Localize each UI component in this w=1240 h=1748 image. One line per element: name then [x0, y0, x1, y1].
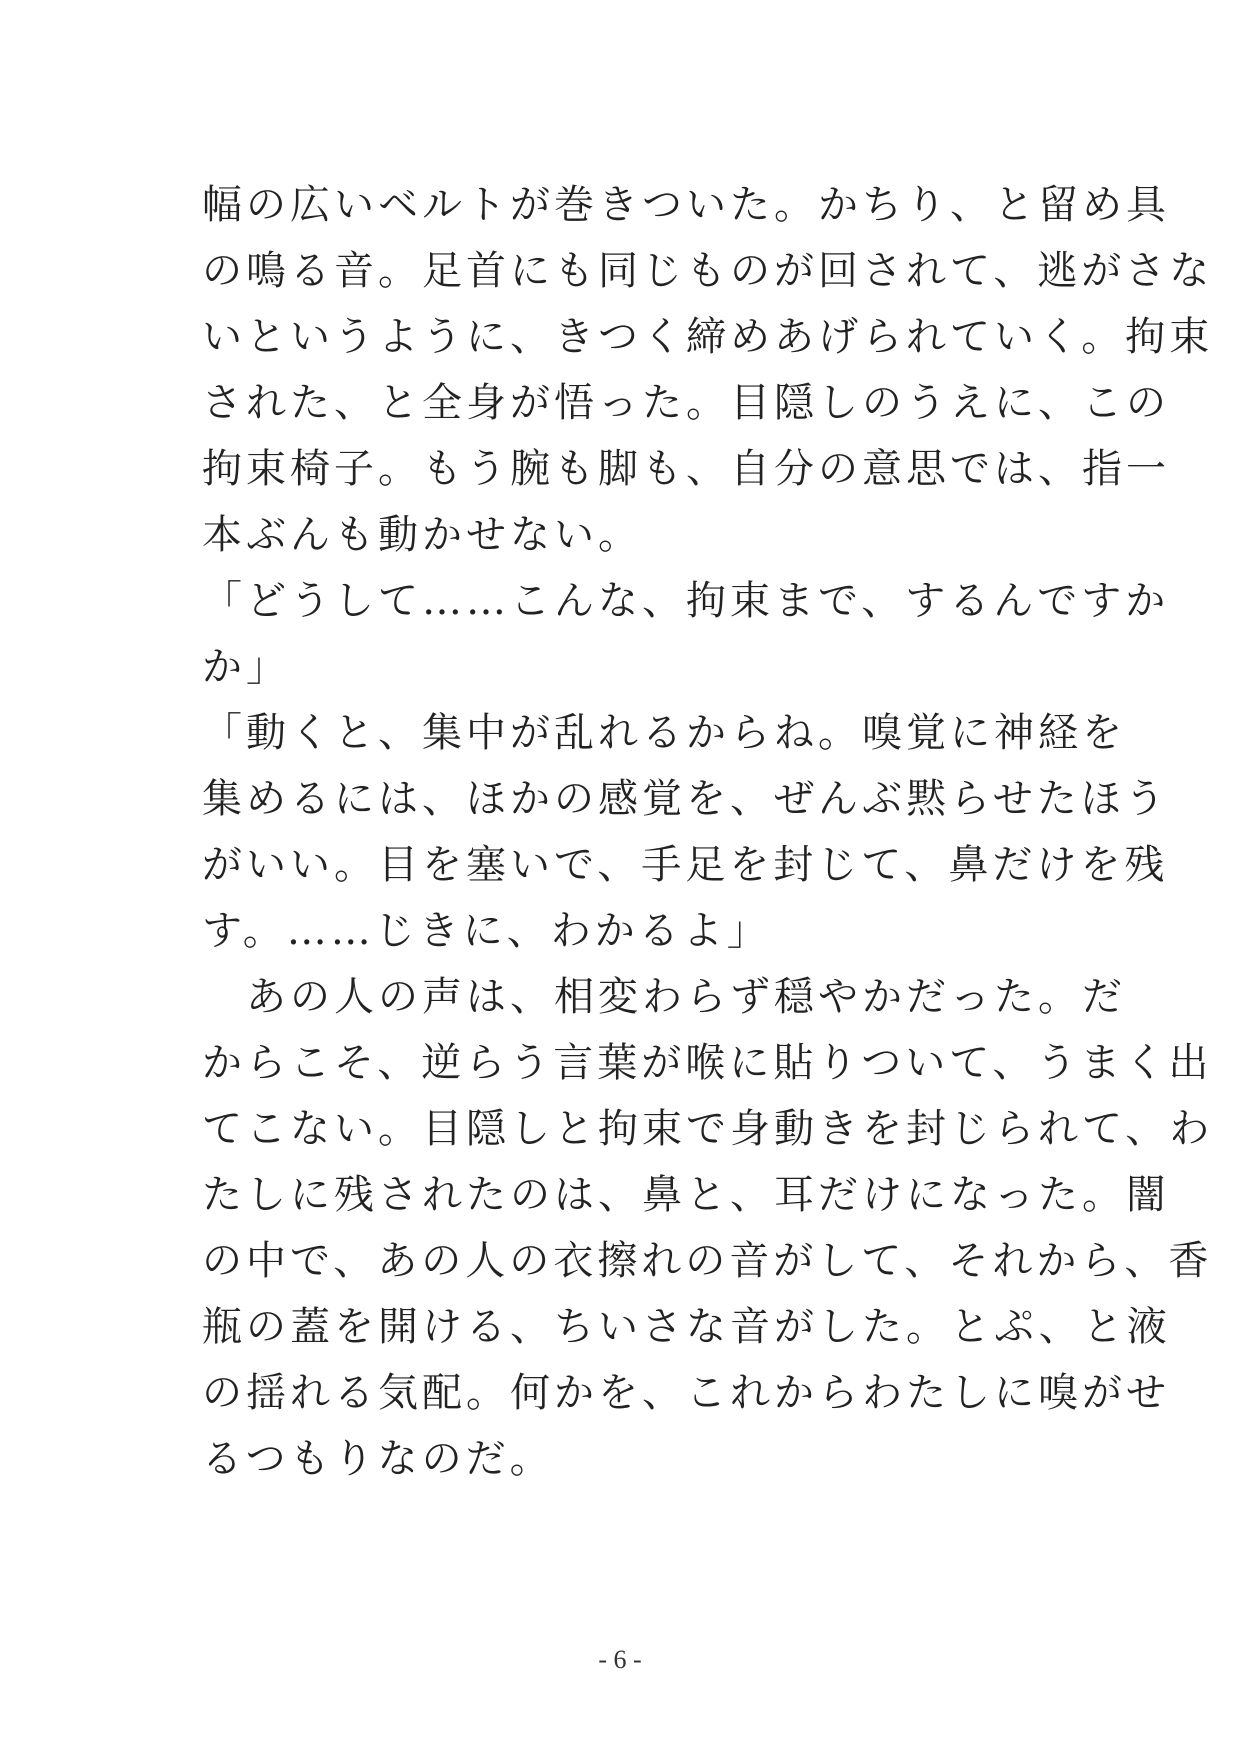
text-line: 本ぶんも動かせない。 — [202, 512, 642, 558]
text-line: てこない。目隠しと拘束で身動きを封じられて、わ — [202, 1106, 1214, 1152]
page-number: - 6 - — [598, 1645, 642, 1674]
text-line: あの人の声は、相変わらず穏やかだった。だ — [202, 974, 1126, 1020]
text-line: 「どうして……こんな、拘束まで、するんですか — [202, 578, 1170, 624]
text-line: 拘束椅子。もう腕も脚も、自分の意思では、指一 — [202, 446, 1170, 492]
text-line: 「動くと、集中が乱れるからね。嗅覚に神経を — [202, 710, 1126, 756]
body-text — [202, 172, 1214, 1492]
text-line: いというように、きつく締めあげられていく。拘束 — [202, 314, 1214, 360]
text-line: の揺れる気配。何かを、これからわたしに嗅がせ — [202, 1370, 1170, 1416]
text-line: たしに残されたのは、鼻と、耳だけになった。闇 — [202, 1172, 1170, 1218]
text-line: からこそ、逆らう言葉が喉に貼りついて、うまく出 — [202, 1040, 1213, 1086]
text-line: された、と全身が悟った。目隠しのうえに、この — [202, 380, 1170, 426]
text-line: か」 — [202, 644, 290, 690]
text-line: 瓶の蓋を開ける、ちいさな音がした。とぷ、と液 — [202, 1304, 1171, 1350]
text-line: の中で、あの人の衣擦れの音がして、それから、香 — [202, 1238, 1213, 1284]
text-line: がいい。目を塞いで、手足を封じて、鼻だけを残 — [202, 842, 1169, 888]
text-line: 幅の広いベルトが巻きついた。かちり、と留め具 — [202, 182, 1170, 228]
text-line: るつもりなのだ。 — [202, 1436, 554, 1482]
text-line: 集めるには、ほかの感覚を、ぜんぶ黙らせたほう — [202, 776, 1169, 822]
text-line: す。……じきに、わかるよ」 — [202, 908, 771, 954]
text-line: の鳴る音。足首にも同じものが回されて、逃がさな — [202, 248, 1214, 294]
